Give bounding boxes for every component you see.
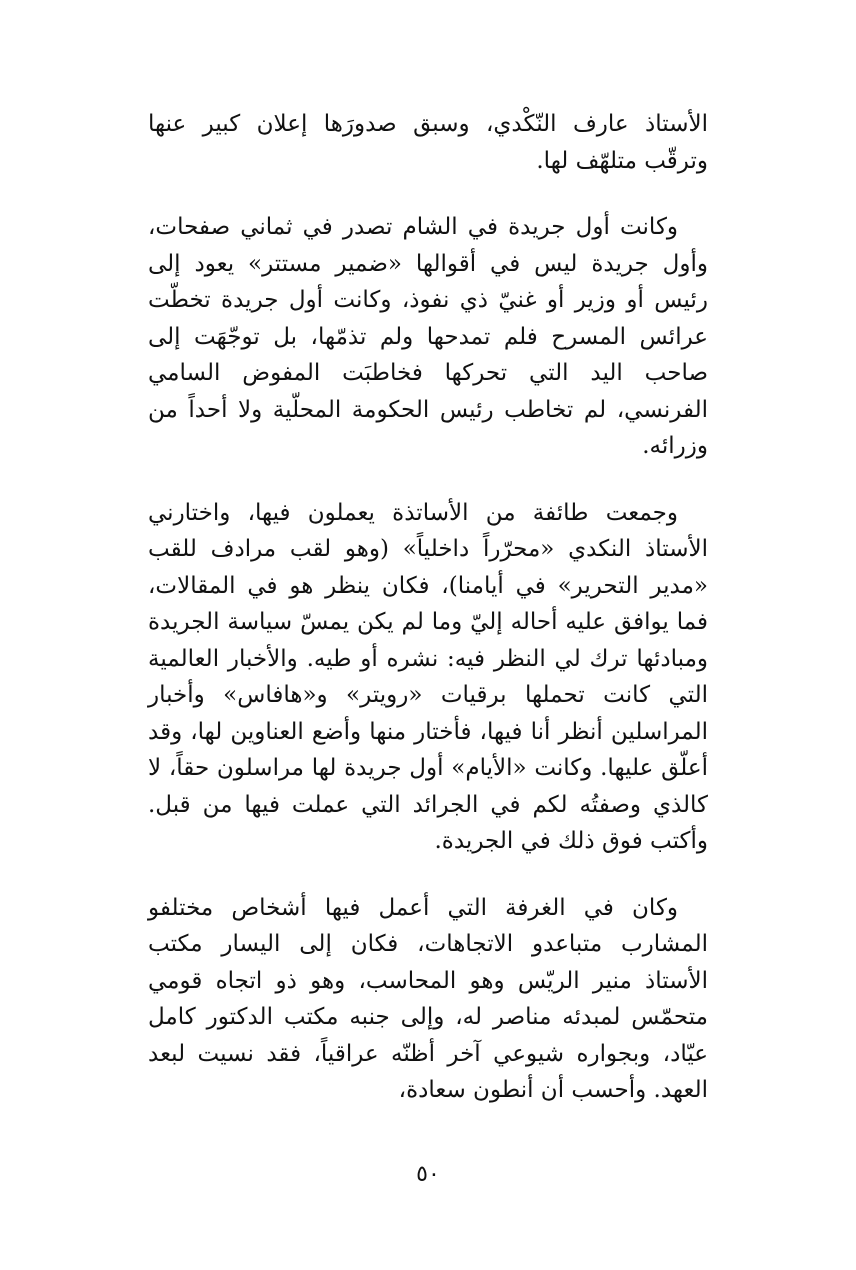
page-number: ٥٠ — [416, 1162, 440, 1187]
paragraph-4: وكان في الغرفة التي أعمل فيها أشخاص مختلفو المشارب متباعدو الاتجاهات، فكان إلى اليسار مكتب الأستاذ منير الريّس وهو المحاسب، وهو ذو اتجاه قومي متحمّس لمبدئه مناصر له، وإلى جنبه مكتب الدكتور كامل عيّاد، وبجواره شيوعي آخر أظنّه عراقياً، فقد نسيت لبعد العهد. وأحسب أن أنطون سعادة، — [148, 894, 708, 1103]
paragraph-2: وكانت أول جريدة في الشام تصدر في ثماني صفحات، وأول جريدة ليس في أقوالها «ضمير مستتر» يعود إلى رئيس أو وزير أو غنيّ ذي نفوذ، وكانت أول جريدة تخطّت عرائس المسرح فلم تمدحها ولم تذمّها، بل توجّهَت إلى صاحب اليد التي تحركها فخاطبَت المفوض السامي الفرنسي، لم تخاطب رئيس الحكومة المحلّية ولا أحداً من وزرائه. — [148, 214, 708, 459]
paragraph-3: وجمعت طائفة من الأساتذة يعملون فيها، واختارني الأستاذ النكدي «محرّراً داخلياً» (وهو لقب مرادف للقب «مدير التحرير» في أيامنا)، فكان ينظر هو في المقالات، فما يوافق عليه أحاله إليّ وما لم يكن يمسّ سياسة الجريدة ومبادئها ترك لي النظر فيه: نشره أو طيه. والأخبار العالمية التي كانت تحملها برقيات «رويتر» و«هافاس» وأخبار المراسلين أنظر أنا فيها، فأختار منها وأضع العناوين لها، وقد أعلّق عليها. وكانت «الأيام» أول جريدة لها مراسلون حقاً، لا كالذي وصفتُه لكم في الجرائد التي عملت فيها من قبل. وأكتب فوق ذلك في الجريدة. — [148, 499, 708, 854]
paragraph-1: الأستاذ عارف النّكْدي، وسبق صدورَها إعلان كبير عنها وترقّب متلهّف لها. — [148, 111, 708, 174]
body-text — [148, 106, 708, 1109]
